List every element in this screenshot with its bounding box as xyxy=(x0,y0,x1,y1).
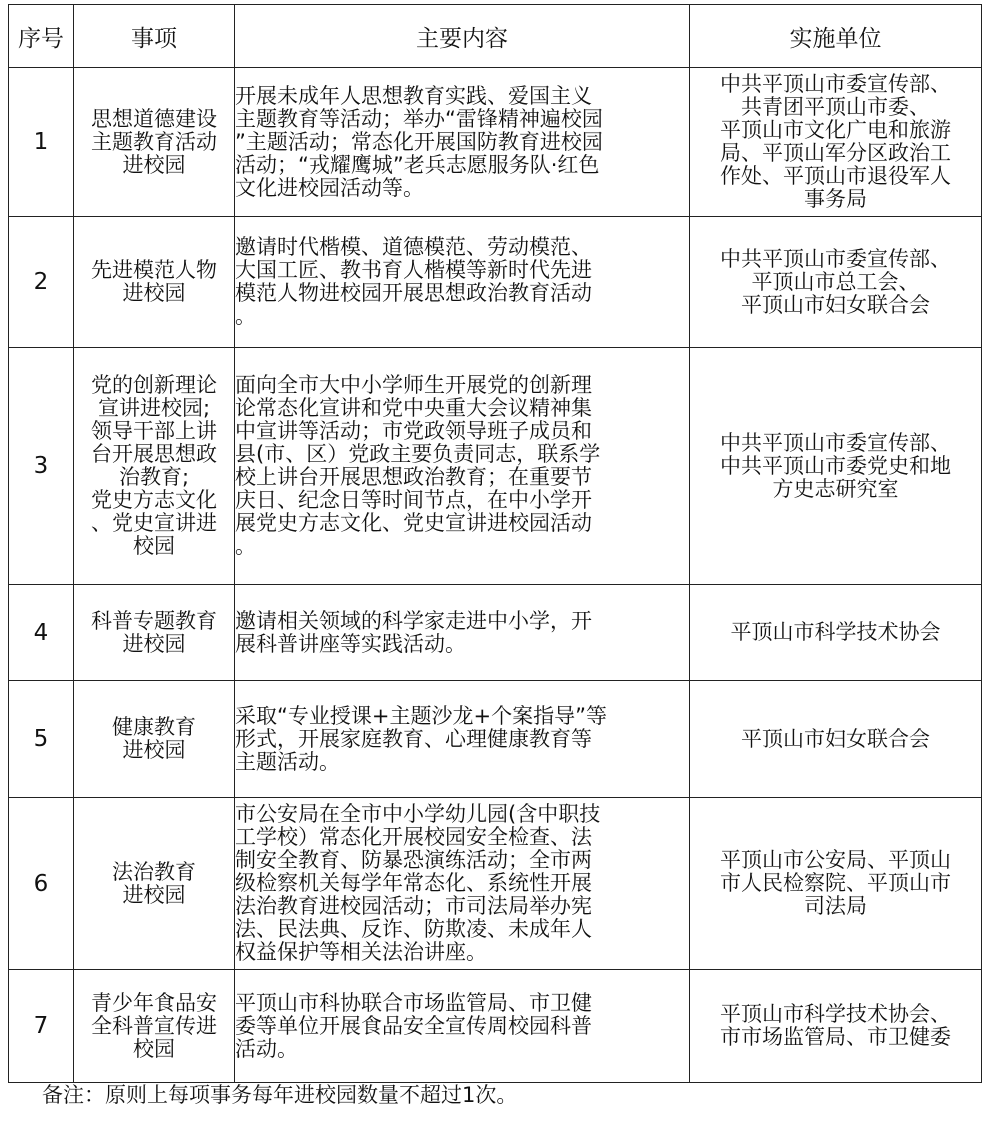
row-item-line: 法治教育 xyxy=(112,859,196,884)
header-implementing-unit: 实施单位 xyxy=(690,5,982,68)
row-item-line: 全科普宣传进 xyxy=(91,1013,217,1038)
row-content-line: 法治教育进校园活动；市司法局举办宪 xyxy=(235,894,592,918)
row-content-cell xyxy=(235,585,690,681)
row-item-cell xyxy=(74,585,235,681)
row-content-line: 校上讲台开展思想政治教育；在重要节 xyxy=(235,465,592,489)
row-content-line: 邀请相关领域的科学家走进中小学，开 xyxy=(235,608,592,633)
row-content-line: 活动；“戎耀鹰城”老兵志愿服务队·红色 xyxy=(235,152,600,177)
row-content-line: 。 xyxy=(235,534,256,558)
row-unit-cell xyxy=(690,681,982,798)
row-item-cell xyxy=(74,798,235,970)
row-serial-number: 3 xyxy=(9,348,74,585)
row-unit-cell xyxy=(690,68,982,217)
row-unit-cell xyxy=(690,217,982,348)
row-item-line: 台开展思想政 xyxy=(91,442,217,466)
row-unit-cell xyxy=(690,585,982,681)
row-content-line: 形式，开展家庭教育、心理健康教育等 xyxy=(235,726,592,751)
row-unit-line: 平顶山市科学技术协会、 xyxy=(720,1002,951,1026)
row-unit-line: 市人民检察院、平顶山市 xyxy=(720,871,951,895)
row-content-line: ”主题活动；常态化开展国防教育进校园 xyxy=(235,129,603,154)
row-content-line: 展党史方志文化、党史宣讲进校园活动 xyxy=(235,511,592,535)
row-serial-number: 5 xyxy=(9,681,74,798)
row-unit-line: 中共平顶山市委宣传部、 xyxy=(720,246,951,271)
table-row xyxy=(9,68,982,217)
table-row xyxy=(9,217,982,348)
row-item-line: 治教育; xyxy=(118,465,190,489)
row-item-line: 党史方志文化 xyxy=(91,488,217,512)
row-content-line: 法、民法典、反诈、防欺凌、未成年人 xyxy=(235,917,592,941)
row-content-line: 论常态化宣讲和党中央重大会议精神集 xyxy=(235,396,592,420)
row-item-line: 思想道德建设 xyxy=(91,106,217,131)
header-main-content: 主要内容 xyxy=(235,5,690,68)
row-content-line: 模范人物进校园开展思想政治教育活动 xyxy=(235,281,592,305)
row-item-line: 进校园 xyxy=(122,738,186,762)
row-unit-line: 市市场监管局、市卫健委 xyxy=(720,1025,951,1049)
row-item-cell xyxy=(74,68,235,217)
row-item-cell xyxy=(74,681,235,798)
table-header-row xyxy=(9,5,982,68)
row-content-line: 委等单位开展食品安全宣传周校园科普 xyxy=(235,1013,592,1038)
tasks-table xyxy=(8,4,982,1083)
row-content-cell xyxy=(235,798,690,970)
row-unit-cell xyxy=(690,348,982,585)
row-content-line: 工学校）常态化开展校园安全检查、法 xyxy=(235,825,592,849)
row-item-cell xyxy=(74,217,235,348)
row-unit-line: 平顶山市文化广电和旅游 xyxy=(720,118,951,142)
header-item: 事项 xyxy=(74,5,235,68)
table-row xyxy=(9,348,982,585)
row-content-line: 县(市、区）党政主要负责同志，联系学 xyxy=(235,442,601,466)
row-unit-line: 平顶山市妇女联合会 xyxy=(741,292,930,317)
row-item-cell xyxy=(74,348,235,585)
row-content-line: 大国工匠、教书育人楷模等新时代先进 xyxy=(235,258,592,282)
row-unit-line: 平顶山市公安局、平顶山 xyxy=(720,848,951,872)
table-row xyxy=(9,681,982,798)
row-serial-number: 4 xyxy=(9,585,74,681)
row-unit-line: 中共平顶山市委党史和地 xyxy=(720,453,951,478)
row-serial-number: 7 xyxy=(9,970,74,1083)
table-row xyxy=(9,970,982,1083)
row-content-line: 庆日、纪念日等时间节点，在中小学开 xyxy=(235,488,592,512)
row-content-line: 邀请时代楷模、道德模范、劳动模范、 xyxy=(235,235,592,259)
row-content-cell xyxy=(235,217,690,348)
row-content-line: 级检察机关每学年常态化、系统性开展 xyxy=(235,871,592,895)
footnote: 备注：原则上每项事务每年进校园数量不超过1次。 xyxy=(42,1083,518,1107)
row-item-line: 、党史宣讲进 xyxy=(91,511,217,535)
header-serial-number: 序号 xyxy=(9,5,74,68)
row-content-cell xyxy=(235,681,690,798)
row-content-line: 开展未成年人思想教育实践、爱国主义 xyxy=(235,83,592,108)
row-unit-line: 作处、平顶山市退役军人 xyxy=(720,164,951,188)
row-unit-cell xyxy=(690,970,982,1083)
row-item-line: 主题教育活动 xyxy=(91,129,217,154)
row-item-line: 宣讲进校园; xyxy=(97,396,211,420)
row-content-line: 主题教育等活动；举办“雷锋精神遍校园 xyxy=(235,106,603,131)
row-unit-line: 方史志研究室 xyxy=(772,476,899,501)
row-item-line: 进校园 xyxy=(122,882,186,907)
table-body xyxy=(9,68,982,1083)
row-item-line: 党的创新理论 xyxy=(91,373,217,397)
row-item-line: 校园 xyxy=(133,1036,175,1061)
row-item-line: 进校园 xyxy=(122,631,186,656)
row-serial-number: 2 xyxy=(9,217,74,348)
row-unit-line: 平顶山市总工会、 xyxy=(751,269,920,294)
row-item-line: 科普专题教育 xyxy=(91,608,217,633)
row-content-line: 中宣讲等活动；市党政领导班子成员和 xyxy=(235,419,592,443)
row-content-line: 活动。 xyxy=(235,1036,298,1061)
row-content-line: 市公安局在全市中小学幼儿园(含中职技 xyxy=(235,802,601,826)
row-item-line: 先进模范人物 xyxy=(91,258,217,282)
row-item-cell xyxy=(74,970,235,1083)
table-row xyxy=(9,585,982,681)
row-content-line: 制安全教育、防暴恐演练活动；全市两 xyxy=(235,848,592,872)
row-item-line: 领导干部上讲 xyxy=(91,419,217,443)
row-unit-line: 事务局 xyxy=(804,187,867,211)
row-unit-cell xyxy=(690,798,982,970)
row-content-line: 面向全市大中小学师生开展党的创新理 xyxy=(235,373,592,397)
row-content-line: 主题活动。 xyxy=(235,749,340,774)
row-content-line: 权益保护等相关法治讲座。 xyxy=(235,940,487,964)
row-unit-line: 共青团平顶山市委、 xyxy=(741,95,930,119)
row-content-line: 采取“专业授课+主题沙龙+个案指导”等 xyxy=(235,703,607,728)
row-serial-number: 1 xyxy=(9,68,74,217)
row-serial-number: 6 xyxy=(9,798,74,970)
row-item-line: 校园 xyxy=(133,534,175,558)
row-content-line: 。 xyxy=(235,304,256,328)
row-item-line: 青少年食品安 xyxy=(91,990,217,1015)
row-content-line: 平顶山市科协联合市场监管局、市卫健 xyxy=(235,990,592,1015)
row-unit-line: 中共平顶山市委宣传部、 xyxy=(720,430,951,455)
row-unit-line: 平顶山市妇女联合会 xyxy=(741,726,930,751)
row-content-cell xyxy=(235,970,690,1083)
row-unit-line: 局、平顶山军分区政治工 xyxy=(720,141,951,165)
row-content-line: 文化进校园活动等。 xyxy=(235,175,424,200)
row-unit-line: 平顶山市科学技术协会 xyxy=(730,620,941,644)
row-unit-line: 司法局 xyxy=(804,894,867,918)
row-unit-line: 中共平顶山市委宣传部、 xyxy=(720,72,951,96)
row-item-line: 进校园 xyxy=(122,281,186,305)
table-row xyxy=(9,798,982,970)
row-content-cell xyxy=(235,348,690,585)
row-content-line: 展科普讲座等实践活动。 xyxy=(235,631,466,656)
row-content-cell xyxy=(235,68,690,217)
row-item-line: 进校园 xyxy=(122,152,186,177)
row-item-line: 健康教育 xyxy=(112,715,196,739)
